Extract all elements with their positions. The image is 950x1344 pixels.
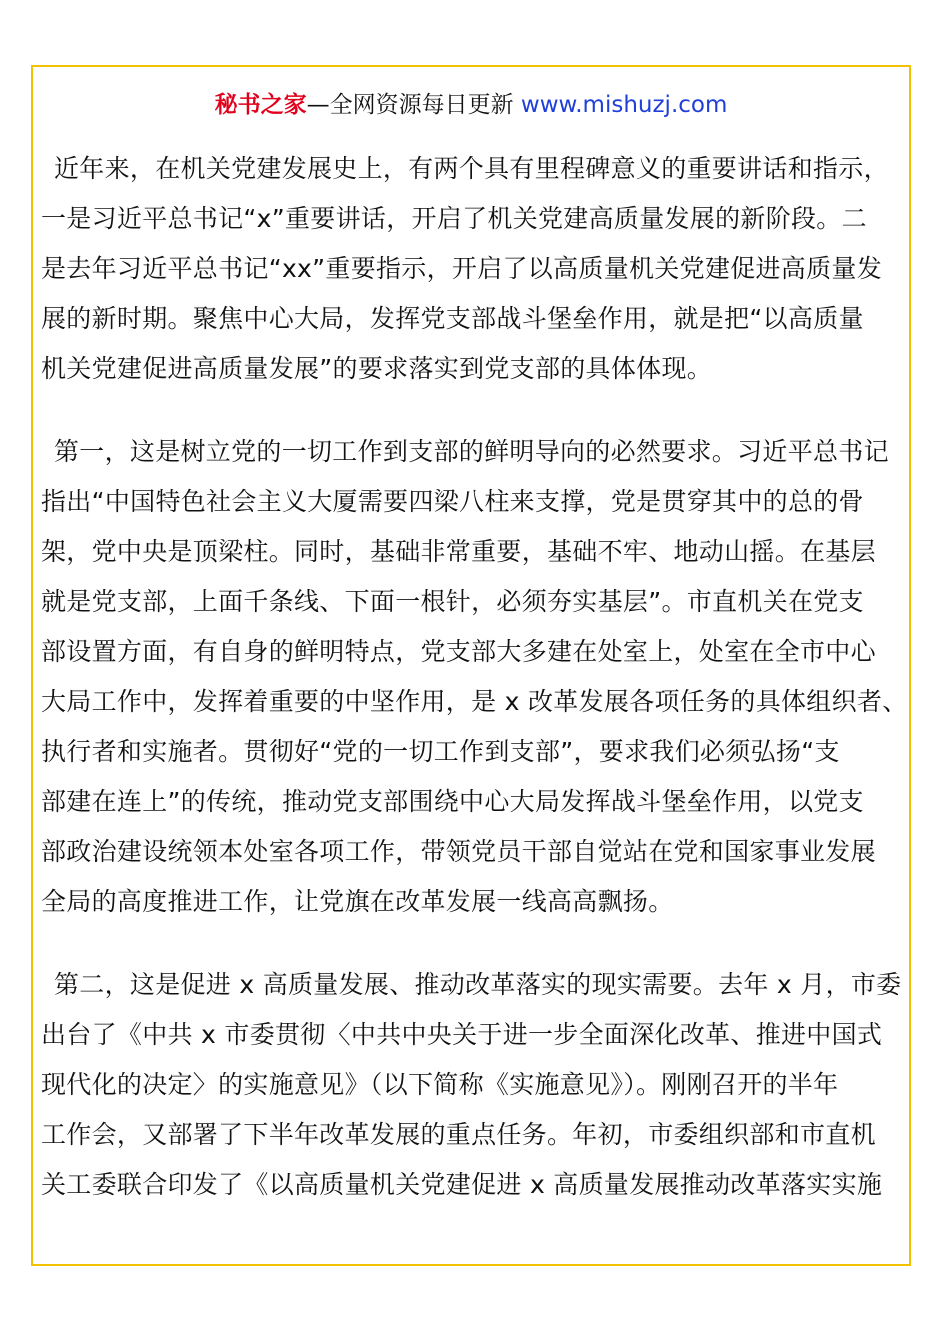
- text-line: 部政治建设统领本处室各项工作，带领党员干部自觉站在党和国家事业发展: [41, 837, 876, 866]
- text-line: 指出“中国特色社会主义大厦需要四梁八柱来支撑，党是贯穿其中的总的骨: [41, 487, 864, 516]
- text-line: 机关党建促进高质量发展”的要求落实到党支部的具体体现。: [41, 354, 713, 383]
- paragraph-second-point: [41, 960, 907, 1210]
- text-line: 工作会，又部署了下半年改革发展的重点任务。年初，市委组织部和市直机: [41, 1120, 876, 1149]
- text-line: 是去年习近平总书记“xx”重要指示，开启了以高质量机关党建促进高质量发: [41, 254, 882, 283]
- text-line: 现代化的决定〉的实施意见》（以下简称《实施意见》）。刚刚召开的半年: [41, 1070, 839, 1099]
- text-line: 一是习近平总书记“x”重要讲话，开启了机关党建高质量发展的新阶段。二: [41, 204, 867, 233]
- text-line: 部设置方面，有自身的鲜明特点，党支部大多建在处室上，处室在全市中心: [41, 637, 876, 666]
- page-frame: [31, 65, 911, 1266]
- paragraph-intro: [41, 144, 907, 394]
- text-line: 关工委联合印发了《以高质量机关党建促进 x 高质量发展推动改革落实实施: [41, 1170, 883, 1199]
- paragraph-first-point: [41, 427, 907, 927]
- text-line: 出台了《中共 x 市委贯彻〈中共中央关于进一步全面深化改革、推进中国式: [41, 1020, 883, 1049]
- text-line: 第二，这是促进 x 高质量发展、推动改革落实的现实需要。去年 x 月，市委: [54, 970, 902, 999]
- text-line: 就是党支部，上面千条线、下面一根针，必须夯实基层”。市直机关在党支: [41, 587, 864, 616]
- text-line: 近年来，在机关党建发展史上，有两个具有里程碑意义的重要讲话和指示，: [54, 154, 889, 183]
- text-line: 架，党中央是顶梁柱。同时，基础非常重要，基础不牢、地动山摇。在基层: [41, 537, 876, 566]
- brand-name: 秘书之家: [214, 92, 307, 118]
- text-line: 第一，这是树立党的一切工作到支部的鲜明导向的必然要求。习近平总书记: [54, 437, 889, 466]
- site-url-link[interactable]: www.mishuzj.com: [520, 92, 728, 118]
- document-body: [41, 144, 907, 1243]
- text-line: 全局的高度推进工作，让党旗在改革发展一线高高飘扬。: [41, 887, 674, 916]
- text-line: 执行者和实施者。贯彻好“党的一切工作到支部”，要求我们必须弘扬“支: [41, 737, 840, 766]
- text-line: 展的新时期。聚焦中心大局，发挥党支部战斗堡垒作用，就是把“以高质量: [41, 304, 864, 333]
- header-tagline: —全网资源每日更新: [306, 92, 514, 118]
- text-line: 部建在连上”的传统，推动党支部围绕中心大局发挥战斗堡垒作用，以党支: [41, 787, 864, 816]
- site-header: [33, 89, 909, 121]
- text-line: 大局工作中，发挥着重要的中坚作用，是 x 改革发展各项任务的具体组织者、: [41, 687, 908, 716]
